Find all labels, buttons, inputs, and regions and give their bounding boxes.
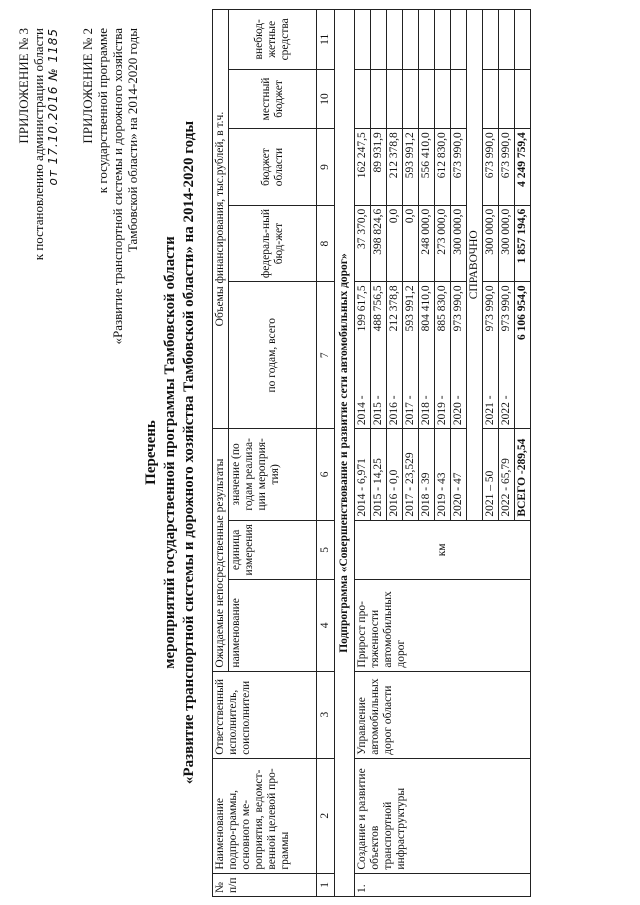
total-cell [371,282,387,429]
regional-cell: 593 991,2 [403,129,419,206]
header-expected: Ожидаемые непосредственные результаты [213,429,229,671]
local-cell [435,69,451,129]
col-number: 7 [317,282,335,429]
year-label: 2017 - [404,395,416,426]
appendix-3-title: ПРИЛОЖЕНИЕ № 3 [16,28,31,144]
col-number: 2 [317,758,335,873]
header-offbudget: внебюд-жетные средства [229,10,317,70]
value-cell: 2018 - 39 [419,429,435,520]
appendix-3-header [16,28,61,260]
header-funding: Объемы финансирования, тыс.рублей, в т.ч. [213,10,229,429]
offbudget-cell [483,10,499,70]
total-value: ВСЕГО -289,54 [515,429,531,520]
appendix-2-program-end: Тамбовской области» на 2014-2020 годы [125,28,140,253]
col-number: 3 [317,671,335,758]
total-amount: 488 756,5 [372,285,384,332]
col-number: 1 [317,873,335,896]
measure-name: Создание и развитие объектов транспортной инфраструктуры [355,758,531,873]
regional-cell: 673 990,0 [483,129,499,206]
offbudget-cell [435,10,451,70]
offbudget-cell [387,10,403,70]
header-value: значение (по годам реализа-ции мероприя-тия) [229,429,317,520]
value-cell: 2022 - 65,79 [499,429,515,520]
measures-table [212,9,531,897]
regional-cell: 612 830,0 [435,129,451,206]
regional-cell: 673 990,0 [451,129,467,206]
total-cell [483,282,499,429]
total-cell [435,282,451,429]
federal-cell: 300 000,0 [499,205,515,282]
header-unit: единица измерения [229,520,317,580]
header-indicator-name: наименование [229,580,317,671]
regional-cell: 212 378,8 [387,129,403,206]
total-amount: 212 378,8 [388,285,400,332]
col-number: 6 [317,429,335,520]
local-cell [483,69,499,129]
value-cell: 2015 - 14,25 [371,429,387,520]
appendix-3-ref: к постановлению администрации области [31,28,46,261]
local-cell [387,69,403,129]
col-number: 11 [317,10,335,70]
year-label: 2018 - [420,395,432,426]
header-by-year: по годам, всего [229,282,317,429]
grand-total: 6 106 954,0 [515,282,531,429]
federal-total: 1 857 194,6 [515,205,531,282]
total-amount: 804 410,0 [420,285,432,332]
col-number: 10 [317,69,335,129]
table-row [355,10,371,897]
value-cell: 2020 - 47 [451,429,467,520]
value-cell: 2017 - 23,529 [403,429,419,520]
federal-cell: 300 000,0 [451,205,467,282]
appendix-2-title: ПРИЛОЖЕНИЕ № 2 [80,28,95,144]
federal-cell: 398 824,6 [371,205,387,282]
local-cell [355,69,371,129]
row-num: 1. [355,873,531,896]
col-number: 5 [317,520,335,580]
total-cell [387,282,403,429]
regional-cell: 673 990,0 [499,129,515,206]
year-label: 2015 - [372,395,384,426]
total-amount: 885 830,0 [436,285,448,332]
offbudget-cell [403,10,419,70]
regional-cell: 162 247,5 [355,129,371,206]
total-amount: 593 991,2 [404,285,416,332]
document-title [142,0,199,905]
federal-cell: 300 000,0 [483,205,499,282]
col-number: 8 [317,205,335,282]
regional-cell: 556 410,0 [419,129,435,206]
value-cell: 2021 – 50 [483,429,499,520]
appendix-2-ref: к государственной программе [95,28,110,194]
header-responsible: Ответственный исполнитель, соисполнители [213,671,317,758]
offbudget-cell [371,10,387,70]
local-cell [419,69,435,129]
value-cell: 2016 - 0,0 [387,429,403,520]
total-amount: 973 990,0 [484,285,496,332]
appendix-2-header [80,28,140,344]
regional-cell: 89 931,9 [371,129,387,206]
local-cell [403,69,419,129]
offbudget-cell [355,10,371,70]
local-cell [371,69,387,129]
reference-label: СПРАВОЧНО [467,10,483,521]
total-amount: 973 990,0 [500,285,512,332]
federal-cell: 248 000,0 [419,205,435,282]
header-num: № п/п [213,873,317,896]
federal-cell: 37 370,0 [355,205,371,282]
local-total [515,69,531,129]
value-cell: 2014 - 6,971 [355,429,371,520]
year-label: 2020 - [452,395,464,426]
total-cell [355,282,371,429]
title-line-1: Перечень [143,420,159,485]
federal-cell: 0,0 [403,205,419,282]
total-cell [499,282,515,429]
appendix-3-date-number: от 17.10.2016 № 1185 [46,28,60,186]
regional-total: 4 249 759,4 [515,129,531,206]
year-label: 2021 - [484,395,496,426]
col-number: 4 [317,580,335,671]
value-cell: 2019 - 43 [435,429,451,520]
year-label: 2016 - [388,395,400,426]
total-cell [419,282,435,429]
total-cell [403,282,419,429]
local-cell [451,69,467,129]
offbudget-cell [499,10,515,70]
total-cell [451,282,467,429]
indicator-unit: км [355,520,531,580]
header-federal: федераль-ный бюд-жет [229,205,317,282]
appendix-2-program: «Развитие транспортной системы и дорожного хозяйства [110,28,125,345]
header-regional: бюджет области [229,129,317,206]
column-numbers-row [317,10,335,897]
subprogram-title: Подпрограмма «Совершенствование и развитие сети автомобильных дорог» [335,10,355,897]
local-cell [499,69,515,129]
offbudget-total [515,10,531,70]
col-number: 9 [317,129,335,206]
offbudget-cell [451,10,467,70]
header-name: Наименование подпро-граммы, основного ме-роприятия, ведомст-венной целевой про-граммы [213,758,317,873]
total-amount: 199 617,5 [356,285,368,332]
federal-cell: 0,0 [387,205,403,282]
header-local: местный бюджет [229,69,317,129]
offbudget-cell [419,10,435,70]
title-line-2: мероприятий государственной программы Тамбовской области [162,236,178,669]
responsible-executor: Управление автомобильных дорог области [355,671,531,758]
indicator-name: Прирост про-тяженности автомобильных дорог [355,580,531,671]
federal-cell: 273 000,0 [435,205,451,282]
year-label: 2022 - [500,395,512,426]
title-line-3: «Развитие транспортной системы и дорожного хозяйства Тамбовской области» на 2014-2020 годы [181,120,197,785]
year-label: 2019 - [436,395,448,426]
year-label: 2014 - [356,395,368,426]
total-amount: 973 990,0 [452,285,464,332]
